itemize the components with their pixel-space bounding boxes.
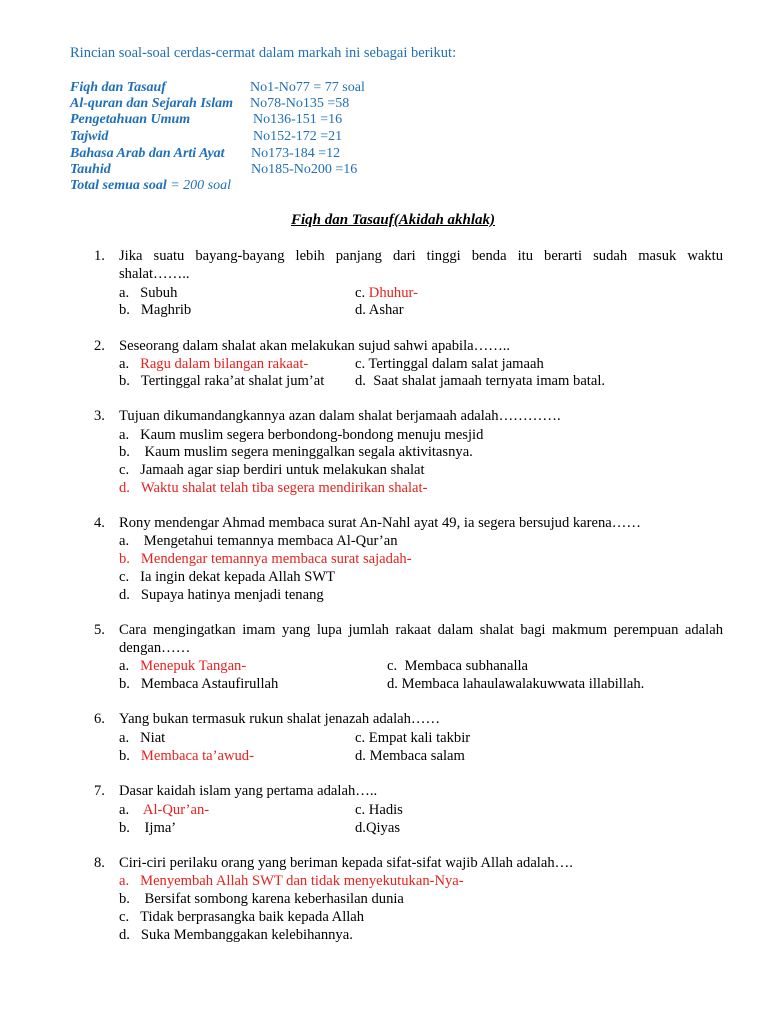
option-b[interactable] [119, 891, 404, 908]
option-text: Ia ingin dekat kepada Allah SWT [140, 569, 336, 585]
option-text-answer: Menepuk Tangan- [140, 658, 247, 674]
summary-range: No136-151 =16 [253, 112, 343, 127]
option-label: c. [119, 909, 130, 925]
question-text: Dasar kaidah islam yang pertama adalah….. [119, 783, 378, 799]
option-c[interactable] [119, 569, 335, 586]
option-text: Membaca subhanalla [404, 658, 529, 674]
option-a[interactable] [119, 533, 398, 550]
question-number: 2. [94, 338, 105, 354]
option-d[interactable] [387, 676, 644, 693]
option-label: c. [355, 730, 366, 746]
question-text: Rony mendengar Ahmad membaca surat An-Nahl ayat 49, ia segera bersujud karena…… [119, 515, 641, 531]
option-text-answer: Waktu shalat telah tiba segera mendirikan shalat- [140, 480, 428, 496]
option-label: b. [119, 891, 130, 907]
option-text-answer: Mendengar temannya membaca surat sajadah- [140, 551, 412, 567]
option-label: d. [119, 587, 130, 603]
option-label: d. [355, 820, 366, 836]
option-label: d. [387, 676, 398, 692]
section-title: Fiqh dan Tasauf(Akidah akhlak) [290, 212, 496, 228]
option-text: Tertinggal raka’at shalat jum’at [140, 373, 325, 389]
option-b[interactable] [119, 748, 254, 765]
option-text: Tidak berprasangka baik kepada Allah [140, 909, 365, 925]
option-label: b. [119, 748, 130, 764]
option-text: Membaca lahaulawalakuwwata illabillah. [401, 676, 645, 692]
total-value: = 200 soal [170, 178, 232, 193]
option-b[interactable] [119, 444, 473, 461]
option-text: Supaya hatinya menjadi tenang [140, 587, 324, 603]
option-b[interactable] [119, 676, 278, 693]
intro-text: Rincian soal-soal cerdas-cermat dalam markah ini sebagai berikut: [70, 45, 457, 61]
summary-row [70, 129, 108, 145]
summary-range: No78-No135 =58 [250, 96, 350, 111]
question-text: Ciri-ciri perilaku orang yang beriman kepada sifat-sifat wajib Allah adalah…. [119, 855, 573, 871]
option-a[interactable] [119, 802, 209, 819]
option-text: Qiyas [365, 820, 401, 836]
option-d[interactable] [355, 302, 404, 319]
question-text: Cara mengingatkan imam yang lupa jumlah rakaat dalam shalat bagi makmum perempuan adalah [119, 622, 723, 638]
option-label: b. [119, 551, 130, 567]
option-text-answer: Ragu dalam bilangan rakaat- [140, 356, 309, 372]
option-text-answer: Membaca ta’awud- [140, 748, 254, 764]
question-text: Yang bukan termasuk rukun shalat jenazah adalah…… [119, 711, 441, 727]
option-a[interactable] [119, 873, 464, 890]
summary-category: Fiqh dan Tasauf [70, 80, 166, 95]
option-text: Jamaah agar siap berdiri untuk melakukan shalat [140, 462, 425, 478]
option-text: Membaca salam [369, 748, 465, 764]
option-label: b. [119, 373, 130, 389]
question-text-cont: dengan…… [119, 640, 191, 656]
option-text: Maghrib [140, 302, 192, 318]
option-c[interactable] [119, 462, 425, 479]
option-label: a. [119, 802, 130, 818]
option-text: Saat shalat jamaah ternyata imam batal. [373, 373, 606, 389]
summary-category: Pengetahuan Umum [70, 112, 191, 127]
summary-row [70, 146, 225, 162]
option-b[interactable] [119, 302, 191, 319]
question-number: 4. [94, 515, 105, 531]
summary-row [70, 112, 190, 128]
option-text: Ijma’ [140, 820, 177, 836]
option-d[interactable] [355, 373, 605, 390]
option-text: Ashar [368, 302, 404, 318]
option-c[interactable] [355, 802, 403, 819]
summary-total [70, 178, 231, 194]
option-b[interactable] [119, 820, 176, 837]
option-label: a. [119, 658, 130, 674]
summary-category: Tajwid [70, 129, 109, 144]
option-label: d. [119, 927, 130, 943]
question-text: Jika suatu bayang-bayang lebih panjang dari tinggi benda itu berarti sudah masuk waktu [119, 248, 723, 264]
question-number: 1. [94, 248, 105, 264]
question-text: Seseorang dalam shalat akan melakukan sujud sahwi apabila…….. [119, 338, 511, 354]
option-label: c. [355, 285, 366, 301]
option-a[interactable] [119, 356, 308, 373]
option-c[interactable] [355, 730, 470, 747]
option-text: Membaca Astaufirullah [140, 676, 279, 692]
option-label: a. [119, 873, 130, 889]
question-number: 7. [94, 783, 105, 799]
option-text-answer: Menyembah Allah SWT dan tidak menyekutukan-Nya- [140, 873, 464, 889]
option-text: Niat [140, 730, 166, 746]
option-a[interactable] [119, 730, 165, 747]
option-a[interactable] [119, 658, 246, 675]
summary-range: No185-No200 =16 [251, 162, 358, 177]
question-text-cont: shalat…….. [119, 266, 190, 282]
option-label: b. [119, 820, 130, 836]
option-text: Suka Membanggakan kelebihannya. [140, 927, 353, 943]
option-label: c. [119, 569, 130, 585]
option-label: b. [119, 302, 130, 318]
option-c[interactable] [355, 356, 544, 373]
option-label: d. [355, 373, 366, 389]
summary-range: No1-No77 = 77 soal [250, 80, 365, 95]
summary-category: Al-quran dan Sejarah Islam [70, 96, 233, 111]
option-text: Tertinggal dalam salat jamaah [368, 356, 544, 372]
option-label: a. [119, 356, 130, 372]
question-number: 5. [94, 622, 105, 638]
option-c[interactable] [387, 658, 528, 675]
option-text: Subuh [140, 285, 178, 301]
option-label: c. [119, 462, 130, 478]
summary-range: No152-172 =21 [253, 129, 343, 144]
option-label: a. [119, 730, 130, 746]
option-text: Bersifat sombong karena keberhasilan dunia [140, 891, 404, 907]
option-text: Hadis [368, 802, 403, 818]
option-label: c. [355, 356, 366, 372]
option-text: Kaum muslim segera meninggalkan segala aktivitasnya. [144, 444, 473, 460]
summary-category: Tauhid [70, 162, 111, 177]
question-number: 3. [94, 408, 105, 424]
option-b[interactable] [119, 373, 324, 390]
total-label: Total semua soal [70, 178, 167, 193]
option-label: d. [119, 480, 130, 496]
option-d[interactable] [119, 480, 427, 497]
option-b[interactable] [119, 551, 412, 568]
option-d[interactable] [355, 820, 400, 837]
option-text: Empat kali takbir [368, 730, 471, 746]
summary-row [70, 96, 233, 112]
option-label: d. [355, 302, 366, 318]
option-d[interactable] [355, 748, 465, 765]
option-text-answer: Dhuhur- [368, 285, 418, 301]
question-number: 6. [94, 711, 105, 727]
option-label: c. [355, 802, 366, 818]
option-label: b. [119, 676, 130, 692]
option-d[interactable] [119, 587, 324, 604]
option-text: Mengetahui temannya membaca Al-Qur’an [140, 533, 398, 549]
summary-row [70, 162, 111, 178]
option-c[interactable] [119, 909, 364, 926]
option-label: a. [119, 533, 130, 549]
option-label: c. [387, 658, 398, 674]
question-number: 8. [94, 855, 105, 871]
option-text-answer: Al-Qur’an- [140, 802, 210, 818]
option-text: Kaum muslim segera berbondong-bondong menuju mesjid [140, 427, 484, 443]
option-label: a. [119, 285, 130, 301]
summary-row [70, 80, 166, 96]
summary-range: No173-184 =12 [251, 146, 341, 161]
option-a[interactable] [119, 427, 483, 444]
question-text: Tujuan dikumandangkannya azan dalam shalat berjamaah adalah…………. [119, 408, 561, 424]
option-label: b. [119, 444, 130, 460]
summary-category: Bahasa Arab dan Arti Ayat [70, 146, 225, 161]
option-a[interactable] [119, 285, 177, 302]
option-c[interactable] [355, 285, 418, 302]
option-d[interactable] [119, 927, 353, 944]
option-label: a. [119, 427, 130, 443]
option-label: d. [355, 748, 366, 764]
